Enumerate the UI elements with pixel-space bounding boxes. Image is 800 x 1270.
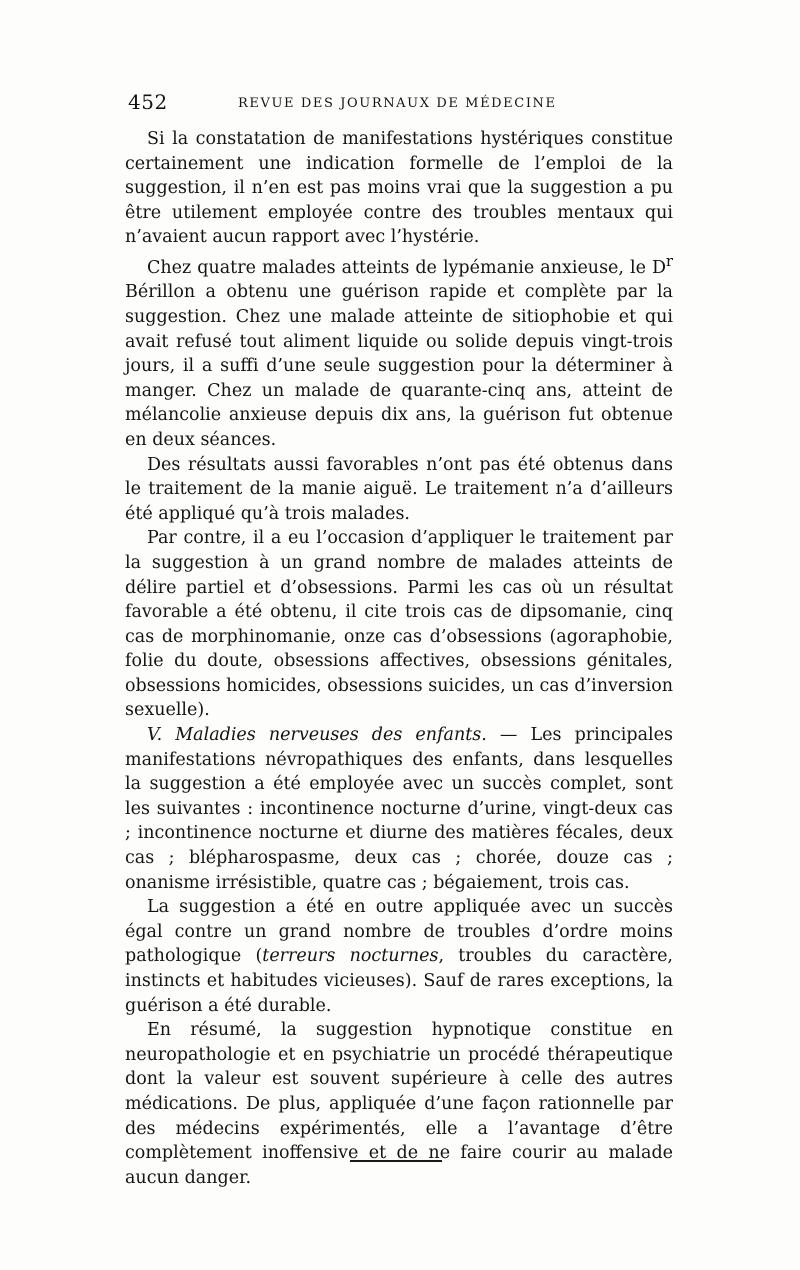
paragraph-hysteria: Si la constatation de manifestations hystériques constitue certainement une indication formelle de l’emploi de la suggestion, il n’en est pas moins vrai que la suggestion a pu être utilement employée contre des troubles mentaux qui n’avaient aucun rapport avec l’hystérie. [125, 129, 673, 248]
doctor-abbrev-superscript: r [666, 252, 673, 270]
journal-title: REVUE DES JOURNAUX DE MÉDECINE [238, 96, 557, 111]
paragraph-resume: En résumé, la suggestion hypnotique constitue en neuropathologie et en psychiatrie un procédé thérapeutique dont la valeur est souvent supérieure à celle des autres médications. De plus, appliquée d’une façon rationnelle par des médecins expérimentés, elle a l’avantage d’être complètement inoffensive et de ne faire courir au malade aucun danger. [125, 1020, 673, 1188]
paragraph-lypemanie-rest: Bérillon a obtenu une guérison rapide et complète par la suggestion. Chez une malade atteinte de sitiophobie et qui avait refusé tout aliment liquide ou solide depuis vingt-trois jours, il a suffi d’une seule suggestion pour la déterminer à manger. Chez un malade de quarante-cinq ans, atteint de mélancolie anxieuse depuis dix ans, la guérison fut obtenue en deux séances. [125, 282, 673, 450]
paragraph-lypemanie-start: Chez quatre malades atteints de lypémanie anxieuse, le D [147, 257, 667, 278]
paragraph-troubles [125, 895, 673, 1018]
paragraph-enfants-rest: — Les principales manifestations névropathiques des enfants, dans lesquelles la suggestion a été employée avec un succès complet, sont les suivantes : incontinence nocturne d’urine, vingt-deux cas ; incontinence nocturne et diurne des matières fécales, deux cas ; blépharospasme, deux cas ; chorée, douze cas ; onanisme irrésistible, quatre cas ; bégaiement, trois cas. [125, 725, 673, 893]
paragraph-manie: Des résultats aussi favorables n’ont pas été obtenus dans le traitement de la manie aiguë. Le traitement n’a d’ailleurs été appliqué qu’à trois malades. [125, 454, 673, 524]
paragraph-troubles-rest: , troubles du caractère, instincts et habitudes vicieuses). Sauf de rares exceptions, la guérison a été durable. [125, 946, 673, 1016]
section-heading-maladies-enfants: V. Maladies nerveuses des enfants. [147, 725, 487, 746]
running-head [128, 90, 673, 118]
closing-rule [350, 1160, 442, 1162]
paragraph-troubles-start: La suggestion a été en outre appliquée avec un succès égal contre un grand nombre de troubles d’ordre moins pathologique ( [125, 897, 673, 967]
paragraph-enfants [125, 723, 673, 895]
paragraph-lypemanie [125, 250, 673, 453]
page-number: 452 [128, 90, 168, 114]
paragraph-obsessions: Par contre, il a eu l’occasion d’appliquer le traitement par la suggestion à un grand nombre de malades atteints de délire partiel et d’obsessions. Parmi les cas où un résultat favorable a été obtenu, il cite trois cas de dipsomanie, cinq cas de morphinomanie, onze cas d’obsessions (agoraphobie, folie du doute, obsessions affectives, obsessions génitales, obsessions homicides, obsessions suicides, un cas d’inversion sexuelle). [125, 528, 673, 721]
body-text [125, 127, 673, 1190]
italic-terreurs-nocturnes: terreurs nocturnes [262, 946, 439, 967]
